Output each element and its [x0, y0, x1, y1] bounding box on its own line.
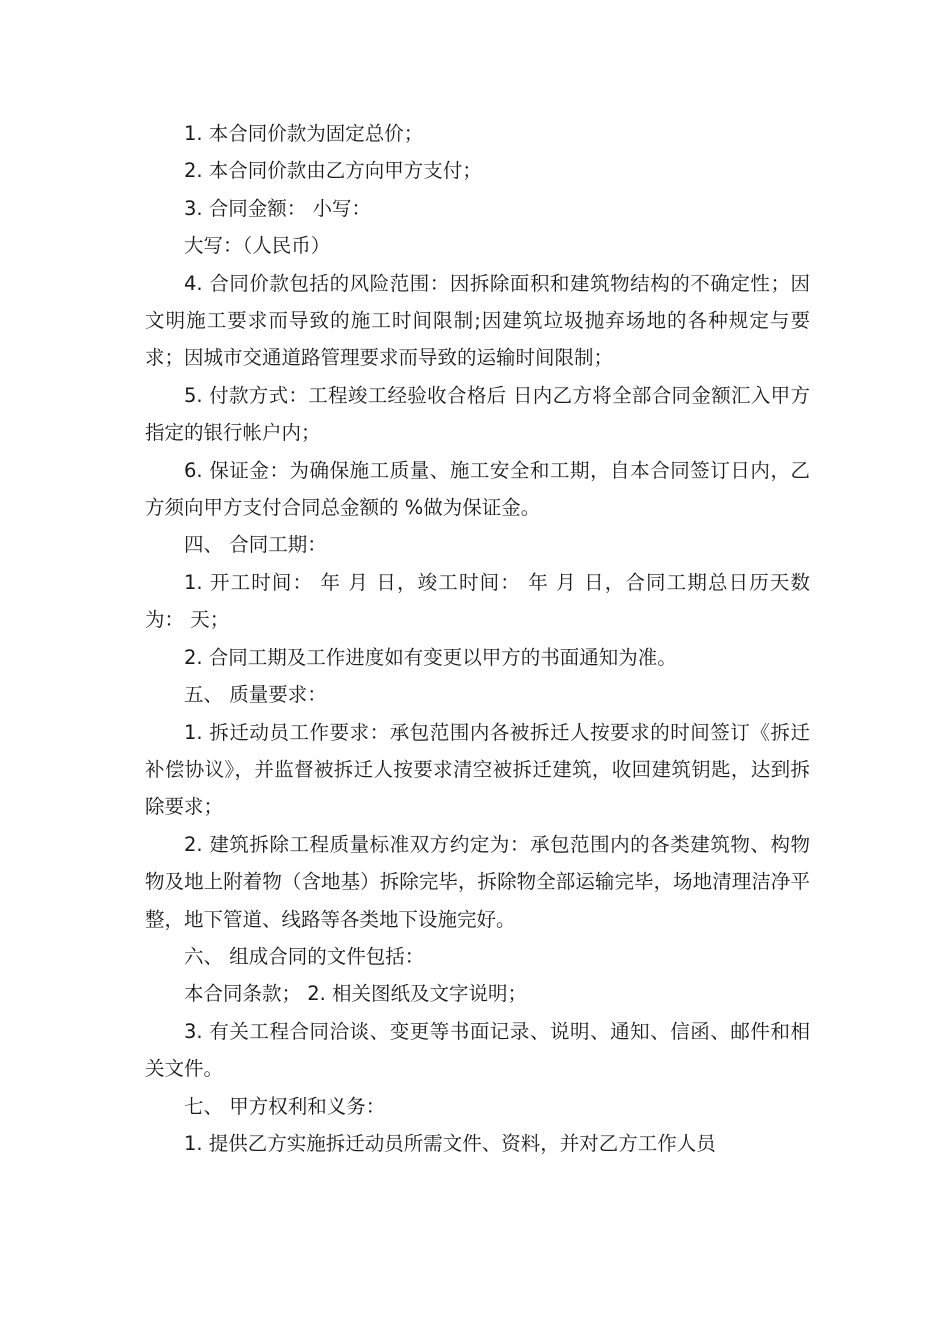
clause-amount-uppercase: 大写：（人民币）: [184, 234, 331, 258]
section-heading-contract-documents: 六、 组成合同的文件包括：: [184, 944, 425, 968]
clause-risk-scope: 4. 合同价款包括的风险范围：因拆除面积和建筑物结构的不确定性；因文明施工要求而导致的施工时间限制;因建筑垃圾抛弃场地的各种规定与要求；因城市交通道路管理要求而导致的运输时间限制；: [145, 271, 810, 370]
section-heading-schedule: 四、 合同工期：: [184, 533, 327, 557]
clause-amount-lowercase: 3. 合同金额： 小写：: [184, 196, 372, 220]
clause-party-a-provide-documents: 1. 提供乙方实施拆迁动员所需文件、资料，并对乙方工作人员: [184, 1131, 716, 1155]
clause-contract-terms: 本合同条款； 2. 相关图纸及文字说明；: [184, 982, 528, 1006]
clause-related-records: 3. 有关工程合同洽谈、变更等书面记录、说明、通知、信函、邮件和相关文件。: [145, 1019, 810, 1081]
clause-mobilization-requirements: 1. 拆迁动员工作要求：承包范围内各被拆迁人按要求的时间签订《拆迁补偿协议》，并监督被拆迁人按要求清空被拆迁建筑，收回建筑钥匙，达到拆除要求；: [145, 720, 810, 819]
clause-deposit: 6. 保证金：为确保施工质量、施工安全和工期，自本合同签订日内，乙方须向甲方支付合同总金额的 %做为保证金。: [145, 458, 810, 520]
section-heading-quality: 五、 质量要求：: [184, 683, 327, 707]
clause-demolition-quality: 2. 建筑拆除工程质量标准双方约定为：承包范围内的各类建筑物、构物物及地上附着物（含地基）拆除完毕，拆除物全部运输完毕，场地清理洁净平整，地下管道、线路等各类地下设施完好。: [145, 832, 810, 931]
document-body: [145, 115, 810, 1162]
clause-payment-method: 5. 付款方式：工程竣工经验收合格后 日内乙方将全部合同金额汇入甲方指定的银行帐户内；: [145, 383, 810, 445]
clause-start-end-time: 1. 开工时间： 年 月 日，竣工时间： 年 月 日，合同工期总日历天数为： 天；: [145, 570, 810, 632]
section-heading-party-a-rights: 七、 甲方权利和义务：: [184, 1094, 386, 1118]
clause-price-fixed: 1. 本合同价款为固定总价；: [184, 122, 424, 145]
clause-schedule-change: 2. 合同工期及工作进度如有变更以甲方的书面通知为准。: [184, 645, 677, 669]
clause-price-payment: 2. 本合同价款由乙方向甲方支付；: [184, 159, 482, 183]
